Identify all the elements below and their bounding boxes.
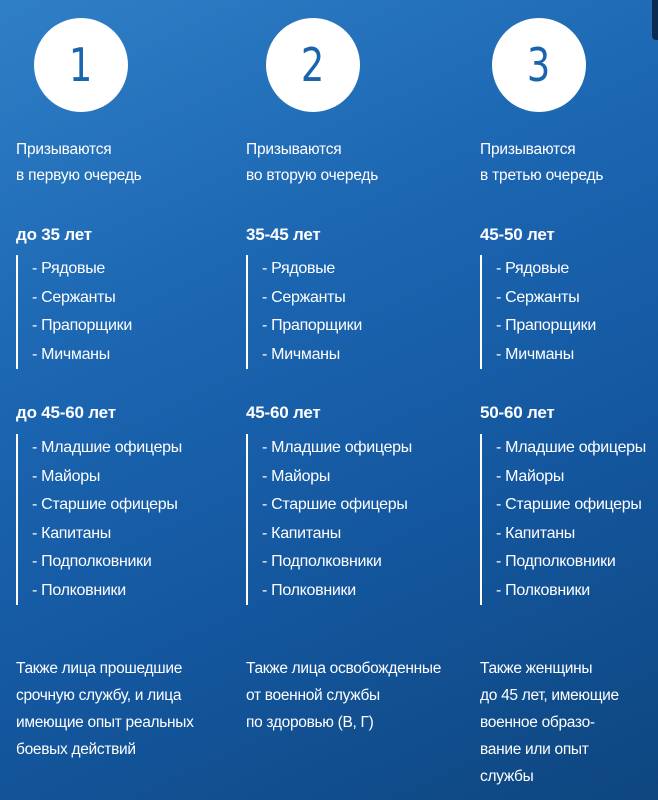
note-line: вание или опыт — [480, 741, 589, 758]
list-item: - Капитаны — [32, 524, 111, 542]
additional-note — [16, 655, 194, 763]
list-item: - Сержанты — [262, 288, 346, 306]
list-item: - Майоры — [32, 467, 101, 485]
list-item: - Старшие офицеры — [32, 496, 178, 513]
age-range-officers: 50-60 лет — [480, 403, 555, 422]
list-item: - Капитаны — [262, 524, 341, 542]
list-item: - Прапорщики — [262, 317, 362, 334]
column-2 — [246, 0, 471, 800]
note-line: по здоровью (В, Г) — [246, 714, 374, 731]
badge-number: 3 — [527, 38, 551, 92]
wave-line: в третью очередь — [480, 167, 604, 184]
note-line: боевых действий — [16, 741, 136, 758]
list-item: - Мичманы — [262, 345, 340, 363]
note-line: от военной службы — [246, 687, 380, 704]
rank-list-soldiers — [480, 255, 596, 369]
list-item: - Прапорщики — [496, 317, 596, 334]
rank-list-soldiers — [246, 255, 362, 369]
list-item: - Майоры — [262, 467, 331, 485]
list-item: - Полковники — [32, 581, 126, 599]
additional-note — [246, 655, 441, 736]
note-line: военное образо- — [480, 714, 595, 731]
wave-line: во вторую очередь — [246, 167, 379, 184]
rank-list-officers — [246, 434, 412, 605]
list-item: - Старшие офицеры — [496, 496, 642, 513]
note-line: Также лица прошедшие — [16, 660, 183, 677]
note-line: до 45 лет, имеющие — [480, 687, 619, 704]
note-line: срочную службу, и лица — [16, 687, 182, 704]
number-badge — [492, 18, 586, 112]
wave-line: Призываются — [246, 141, 342, 158]
wave-line: в первую очередь — [16, 167, 142, 184]
list-item: - Младшие офицеры — [496, 439, 646, 456]
badge-number: 2 — [301, 38, 325, 92]
badge-number: 1 — [69, 38, 93, 92]
rank-list-soldiers — [16, 255, 132, 369]
note-line: Также лица освобожденные — [246, 660, 442, 677]
column-1 — [16, 0, 231, 800]
list-item: - Мичманы — [496, 345, 574, 363]
wave-label — [16, 137, 142, 189]
list-item: - Прапорщики — [32, 317, 132, 334]
list-item: - Полковники — [262, 581, 356, 599]
number-badge — [34, 18, 128, 112]
list-item: - Старшие офицеры — [262, 496, 408, 513]
wave-line: Призываются — [16, 141, 112, 158]
list-item: - Полковники — [496, 581, 590, 599]
rank-list-officers — [16, 434, 182, 605]
wave-label — [246, 137, 378, 189]
wave-label — [480, 137, 603, 189]
additional-note — [480, 655, 619, 790]
age-range-officers: 45-60 лет — [246, 403, 321, 422]
note-line: Также женщины — [480, 660, 593, 677]
list-item: - Младшие офицеры — [32, 439, 182, 456]
list-item: - Сержанты — [32, 288, 116, 306]
age-range-soldiers: 35-45 лет — [246, 225, 321, 244]
list-item: - Подполковники — [496, 553, 616, 570]
list-item: - Капитаны — [496, 524, 575, 542]
age-range-officers: до 45-60 лет — [16, 403, 116, 422]
list-item: - Рядовые — [32, 260, 106, 277]
list-item: - Рядовые — [262, 260, 336, 277]
list-item: - Сержанты — [496, 288, 580, 306]
note-line: службы — [480, 768, 534, 785]
number-badge — [266, 18, 360, 112]
list-item: - Майоры — [496, 467, 565, 485]
wave-line: Призываются — [480, 141, 576, 158]
age-range-soldiers: 45-50 лет — [480, 225, 555, 244]
note-line: имеющие опыт реальных — [16, 714, 194, 731]
list-item: - Подполковники — [32, 553, 152, 570]
age-range-soldiers: до 35 лет — [16, 225, 92, 244]
column-3 — [480, 0, 658, 800]
list-item: - Рядовые — [496, 260, 570, 277]
list-item: - Младшие офицеры — [262, 439, 412, 456]
list-item: - Мичманы — [32, 345, 110, 363]
list-item: - Подполковники — [262, 553, 382, 570]
rank-list-officers — [480, 434, 646, 605]
